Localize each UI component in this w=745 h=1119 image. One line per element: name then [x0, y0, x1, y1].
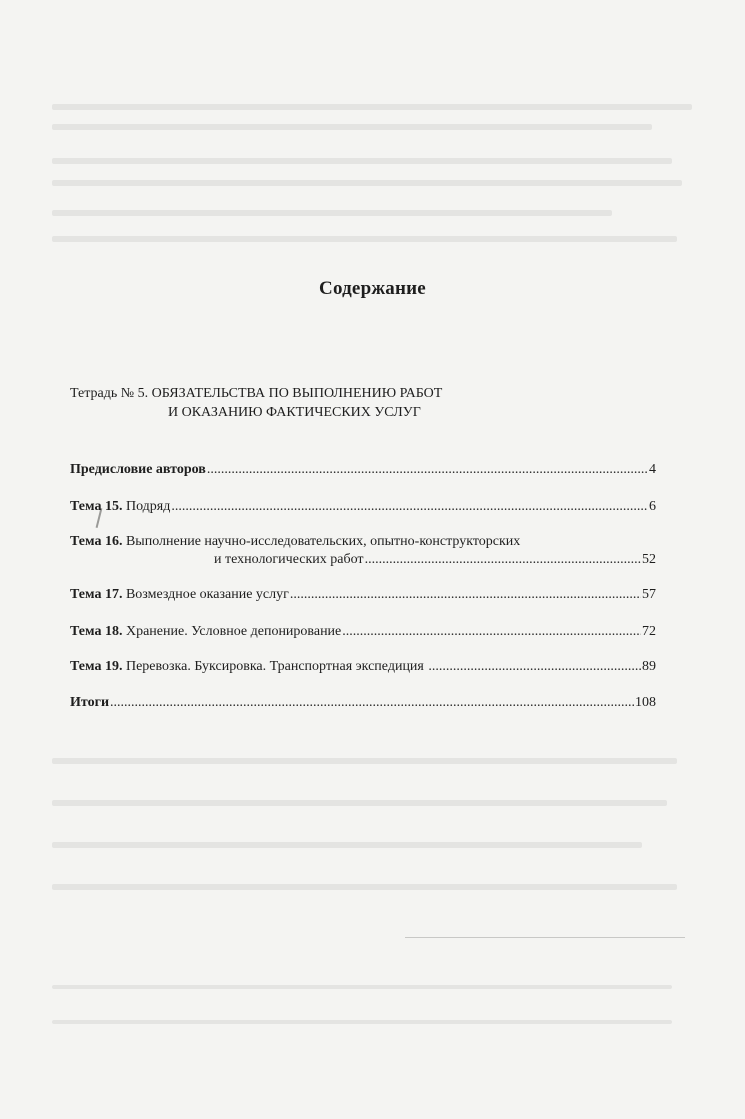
page-title: Содержание: [319, 278, 426, 299]
toc-entry-label: Тема 15.: [70, 499, 123, 514]
toc-entry-title: Подряд: [125, 499, 171, 514]
toc-leader-dots: [365, 551, 641, 569]
toc-entry-topic-18[interactable]: [70, 623, 656, 641]
toc-leader-dots: [171, 498, 648, 516]
toc-entry-title-continued: и технологических работ: [214, 552, 364, 567]
bleed-through-text: [52, 236, 677, 242]
bleed-through-text: [52, 104, 692, 110]
toc-page-number: 4: [649, 462, 656, 477]
bleed-through-text: [52, 800, 667, 806]
toc-entry-topic-17[interactable]: [70, 586, 656, 604]
toc-leader-dots: [290, 586, 641, 604]
toc-entry-totals[interactable]: [70, 694, 656, 712]
bleed-through-text: [52, 1020, 672, 1024]
toc-page-number: 89: [642, 659, 656, 674]
bleed-through-text: [52, 884, 677, 890]
bleed-through-text: [52, 985, 672, 989]
toc-leader-dots: [207, 461, 648, 479]
notebook-heading: [70, 384, 442, 422]
toc-entry-label: Итоги: [70, 695, 110, 710]
toc-entry-title: Перевозка. Буксировка. Транспортная экспедиция: [125, 659, 424, 674]
bleed-through-text: [52, 124, 652, 130]
toc-page-number: 52: [642, 552, 656, 567]
toc-entry-topic-15[interactable]: [70, 498, 656, 516]
footnote-divider: [405, 937, 685, 938]
toc-page-number: 108: [635, 695, 656, 710]
bleed-through-text: [52, 758, 677, 764]
toc-leader-dots: [110, 694, 634, 712]
bleed-through-text: [52, 210, 612, 216]
toc-entry-label: Предисловие авторов: [70, 462, 206, 477]
bleed-through-text: [52, 842, 642, 848]
toc-page-number: 72: [642, 624, 656, 639]
bleed-through-text: [52, 180, 682, 186]
toc-entry-title: Возмездное оказание услуг: [125, 587, 289, 602]
toc-entry-label: Тема 17.: [70, 587, 123, 602]
notebook-heading-line-1: Тетрадь № 5. ОБЯЗАТЕЛЬСТВА ПО ВЫПОЛНЕНИЮ РАБОТ: [70, 386, 443, 401]
toc-entry-label: Тема 18.: [70, 624, 123, 639]
toc-page-number: 6: [649, 499, 656, 514]
toc-page-number: 57: [642, 587, 656, 602]
notebook-heading-line-2: И ОКАЗАНИЮ ФАКТИЧЕСКИХ УСЛУГ: [168, 405, 421, 420]
toc-entry-label: Тема 19.: [70, 659, 123, 674]
toc-entry-label: Тема 16.: [70, 534, 123, 549]
toc-leader-dots: [428, 658, 641, 676]
toc-entry-title: Выполнение научно-исследовательских, опытно-конструкторских: [125, 534, 521, 549]
toc-entry-topic-16[interactable]: [70, 533, 656, 569]
toc-entry-topic-19[interactable]: [70, 658, 656, 676]
toc-leader-dots: [342, 623, 641, 641]
toc-entry-preface[interactable]: [70, 461, 656, 479]
toc-entry-title: Хранение. Условное депонирование: [125, 624, 342, 639]
bleed-through-text: [52, 158, 672, 164]
